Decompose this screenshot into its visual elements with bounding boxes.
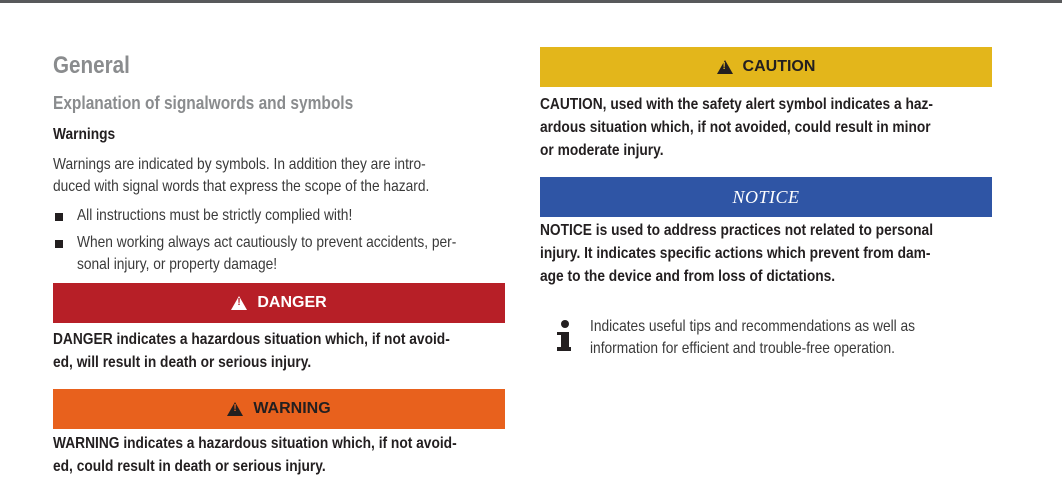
warning-label: WARNING [253,400,331,417]
intro-paragraph [53,154,491,198]
top-rule [0,0,1062,3]
bullet-item: All instructions must be strictly complied with! [77,207,353,224]
warnings-heading: Warnings [53,126,116,143]
bullet-item: When working always act cautiously to prevent accidents, per- sonal injury, or property damage! [77,234,457,273]
bullet-marker [55,240,63,248]
notice-label: NOTICE [732,186,800,207]
intro-line: Warnings are indicated by symbols. In addition they are intro- [53,156,426,173]
warning-triangle-icon [231,296,247,310]
caution-label: CAUTION [742,58,816,75]
subsection-title: Explanation of signalwords and symbols [53,93,354,113]
danger-banner [53,283,505,323]
warning-description: WARNING indicates a hazardous situation which, if not avoid- ed, could result in death or serious injury. [53,435,457,475]
danger-label: DANGER [257,294,327,311]
notice-banner [540,177,992,217]
notice-description: NOTICE is used to address practices not related to personal injury. It indicates specific actions which prevent from dam- age to the device and from loss of dictations. [540,222,934,285]
bullet-marker [55,213,63,221]
caution-description: CAUTION, used with the safety alert symbol indicates a haz- ardous situation which, if not avoided, could result in minor or moderate injury. [540,96,934,159]
intro-line: duced with signal words that express the scope of the hazard. [53,178,430,195]
info-icon [557,320,577,356]
warning-triangle-icon [227,402,243,416]
caution-banner [540,47,992,87]
warning-banner [53,389,505,429]
warning-triangle-icon [717,60,733,74]
section-title: General [53,52,130,79]
danger-description: DANGER indicates a hazardous situation which, if not avoid- ed, will result in death or serious injury. [53,331,450,371]
info-text: Indicates useful tips and recommendations as well as information for efficient and trouble-free operation. [590,318,916,357]
